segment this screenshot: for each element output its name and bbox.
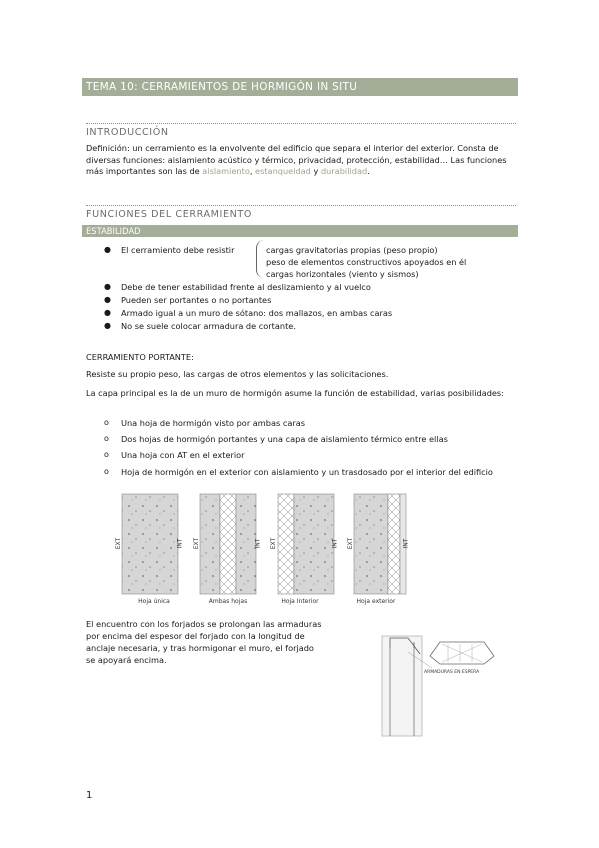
bullet-dot: ● [104,282,111,291]
bullet-item: No se suele colocar armadura de cortante. [121,321,296,331]
caption-hoja-interior: Hoja Interior [281,598,319,605]
concrete-leaf [354,494,388,594]
option-marker: o [104,434,109,443]
int-label: INT [402,538,410,549]
figure-label: ARMADURAS EN ESPERA [424,670,480,675]
intro-text: Definición: un cerramiento es la envolvente del edificio que separa el interior del exterior. Consta de diversas funciones: aislamiento acústico y térmico, privacidad, protección, estabilidad… Las funciones más importantes son las de [86,143,507,176]
bullet-item: Debe de tener estabilidad frente al deslizamiento y al vuelco [121,282,371,292]
portante-paragraph: La capa principal es la de un muro de hormigón asume la función de estabilidad, varias posibilidades: [86,388,504,398]
option-marker: o [104,467,109,476]
slab-junction-figure [368,628,518,738]
portante-paragraph: Resiste su propio peso, las cargas de otros elementos y las solicitaciones. [86,369,389,379]
insulation-layer [220,494,236,594]
encuentro-paragraph: El encuentro con los forjados se prolongan las armaduras por encima del espesor del forjado con la longitud de anclaje necesaria, y tras hormigonar el muro, el forjado se apoyará encima. [86,619,322,665]
funciones-heading: FUNCIONES DEL CERRAMIENTO [86,209,253,220]
ext-label: EXT [347,537,355,550]
insulation-layer [388,494,400,594]
int-label: INT [254,538,262,549]
divider [86,123,516,124]
bullet-main: El cerramiento debe resistir [121,245,235,255]
page-number: 1 [86,790,93,801]
insulation-layer [278,494,294,594]
estabilidad-subheading: ESTABILIDAD [82,225,518,237]
intro-paragraph [86,143,514,178]
period: . [367,166,370,176]
brace [256,240,265,278]
bullet-dot: ● [104,321,111,330]
concrete-leaf [200,494,220,594]
caption-hoja-unica: Hoja única [138,598,170,605]
separator: y [310,166,321,176]
separator: , [249,166,256,176]
option-marker: o [104,418,109,427]
option-item: Hoja de hormigón en el exterior con aislamiento y un trasdosado por el interior del edificio [121,467,493,477]
option-item: Dos hojas de hormigón portantes y una capa de aislamiento térmico entre ellas [121,434,448,444]
keyword-durabilidad: durabilidad [320,166,368,176]
brace-item: cargas gravitatorias propias (peso propio) [266,245,438,255]
bullet-dot: ● [104,295,111,304]
concrete-leaf [294,494,334,594]
divider [86,205,516,206]
brace-item: peso de elementos constructivos apoyados en él [266,257,467,267]
keyword-estanqueidad: estanqueidad [255,166,311,176]
option-item: Una hoja con AT en el exterior [121,450,245,460]
bullet-dot: ● [104,308,111,317]
ext-label: EXT [193,537,201,550]
intro-heading: INTRODUCCIÓN [86,127,169,138]
ext-label: EXT [115,537,123,550]
brace-item: cargas horizontales (viento y sismos) [266,269,419,279]
option-marker: o [104,450,109,459]
concrete-leaf [236,494,256,594]
caption-hoja-exterior: Hoja exterior [356,598,396,605]
wall-sections-diagram [112,488,412,610]
caption-ambas-hojas: Ambas hojas [208,598,248,605]
ext-label: EXT [270,537,278,550]
concrete-leaf [122,494,178,594]
keyword-aislamiento: aislamiento [202,166,250,176]
wall-outline [382,636,422,736]
page-title: TEMA 10: CERRAMIENTOS DE HORMIGÓN IN SITU [82,78,518,96]
bullet-item: Armado igual a un muro de sótano: dos mallazos, en ambas caras [121,308,393,318]
portante-heading: CERRAMIENTO PORTANTE: [86,352,194,362]
bullet-dot: ● [104,245,111,254]
int-label: INT [331,538,339,549]
bullet-item: Pueden ser portantes o no portantes [121,295,272,305]
int-label: INT [176,538,184,549]
option-item: Una hoja de hormigón visto por ambas caras [121,418,306,428]
